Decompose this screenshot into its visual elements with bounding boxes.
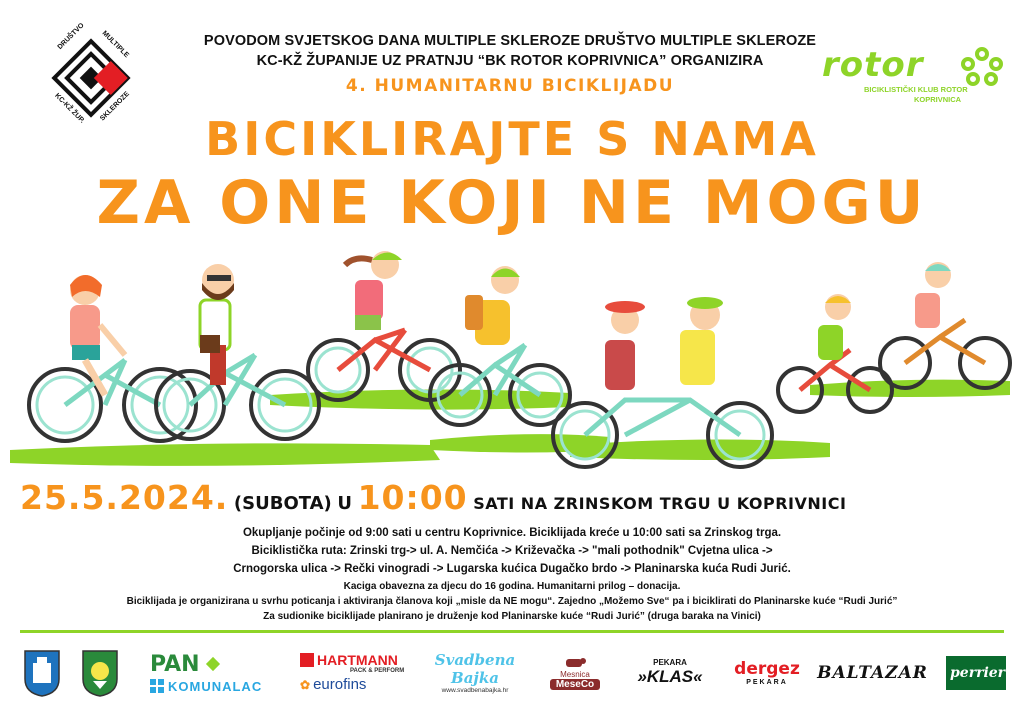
info-line-5: Biciklijada je organizirana u svrhu poticanja i aktiviranja članova koji „misle da NE mogu“. Zajedno „Možemo Sve“ pa i biciklirati do Planinarske kuće “Rudi Jurić” — [126, 596, 898, 607]
meseco-logo — [540, 645, 610, 700]
ms-logo-text-right: MULTIPLE — [100, 29, 130, 60]
perrier-text: perrier — [950, 664, 1006, 681]
event-place: SATI NA ZRINSKOM TRGU U KOPRIVNICI — [473, 494, 847, 513]
bike-chain-icon — [960, 47, 1004, 87]
info-line-6: Za sudionike biciklijade planirano je druženje kod Planinarske kuće “Rudi Jurić” (druga baraka na Vinici) — [263, 611, 761, 622]
county-coat-of-arms — [78, 645, 122, 700]
title-line-1: BICIKLIRAJTE S NAMA — [205, 112, 819, 166]
header-line-1: POVODOM SVJETSKOG DANA MULTIPLE SKLEROZE DRUŠTVO MULTIPLE SKLEROZE — [203, 33, 817, 49]
hartmann-sub: PACK & PERFORM — [350, 668, 405, 674]
mesnica-text: Mesnica — [560, 669, 590, 679]
title-line-2: ZA ONE KOJI NE MOGU — [96, 168, 928, 238]
dergez-sub: PEKARA — [746, 679, 788, 686]
bajka-text: Bajka — [451, 669, 499, 687]
event-u: U — [337, 493, 352, 514]
rotor-logo-subtitle-2: KOPRIVNICA — [914, 95, 962, 104]
rotor-logo — [822, 45, 1012, 110]
dergez-logo — [727, 645, 807, 700]
hartmann-eurofins-logos — [300, 645, 410, 700]
komunalac-logo: KOMUNALAC — [168, 678, 263, 694]
hartmann-logo: HARTMANN — [317, 652, 398, 668]
pan-komunalac-logos — [150, 645, 270, 700]
cyclist-girl-helmet — [880, 262, 1010, 388]
komunalac-icon — [150, 679, 164, 693]
perrier-logo — [944, 645, 1008, 700]
meseco-text: MeseCo — [550, 679, 600, 690]
cyclist-girl — [29, 275, 196, 441]
rotor-logo-name: rotor — [822, 45, 924, 85]
cyclists-illustration — [10, 245, 1014, 470]
info-line-2: Biciklistička ruta: Zrinski trg-> ul. A. Nemčića -> Križevačka -> "mali pothodnik" Cvjetna ulica -> — [251, 545, 773, 557]
baltazar-text: BALTAZAR — [817, 662, 928, 683]
koprivnica-coat-of-arms — [20, 645, 64, 700]
svadbena-url: www.svadbenabajka.hr — [441, 687, 509, 694]
event-time: 10:00 — [357, 478, 468, 517]
klas-text: »KLAS« — [637, 667, 703, 686]
ms-logo-text-bottom: SKLEROZE — [99, 90, 132, 123]
ms-logo-text-left: KC-KŽ ŽUP. — [53, 92, 86, 125]
pan-logo: PAN — [150, 651, 200, 677]
dergez-text: dergez — [734, 659, 800, 679]
cyclist-bearded-man — [156, 264, 319, 439]
eurofins-icon: ✿ — [300, 677, 311, 692]
svadbena-text: Svadbena — [434, 651, 516, 669]
pan-diamond-icon — [203, 654, 223, 674]
svadbena-bajka-logo — [430, 645, 520, 700]
header-line-2: KC-KŽ ŽUPANIJE UZ PRATNJU “BK ROTOR KOPRIVNICA” ORGANIZIRA — [256, 53, 764, 69]
info-line-3: Crnogorska ulica -> Rečki vinogradi -> Lugarska kućica Dugačko brdo -> Planinarska kuća Rudi Jurić. — [233, 563, 791, 575]
rotor-logo-subtitle-1: BICIKLISTIČKI KLUB ROTOR — [864, 85, 968, 94]
ms-logo-text-top: DRUŠTVO — [56, 21, 86, 52]
eurofins-logo: eurofins — [313, 676, 367, 693]
klas-logo — [625, 645, 715, 700]
pekara-text: PEKARA — [653, 658, 687, 667]
info-line-4: Kaciga obavezna za djecu do 16 godina. Humanitarni prilog – donacija. — [343, 581, 681, 592]
event-line — [20, 478, 1010, 517]
baltazar-logo — [817, 645, 928, 700]
event-date: 25.5.2024. — [20, 478, 229, 517]
info-line-1: Okupljanje počinje od 9:00 sati u centru Koprivnice. Biciklijada kreće u 10:00 sati sa Zrinskog trga. — [242, 527, 782, 539]
hartmann-icon — [300, 653, 314, 667]
header-line-3: 4. HUMANITARNU BICIKLIJADU — [345, 76, 675, 96]
footer-divider — [20, 630, 1004, 633]
ms-society-logo — [46, 21, 136, 125]
cow-icon — [562, 656, 588, 670]
event-day: (SUBOTA) — [233, 493, 332, 514]
